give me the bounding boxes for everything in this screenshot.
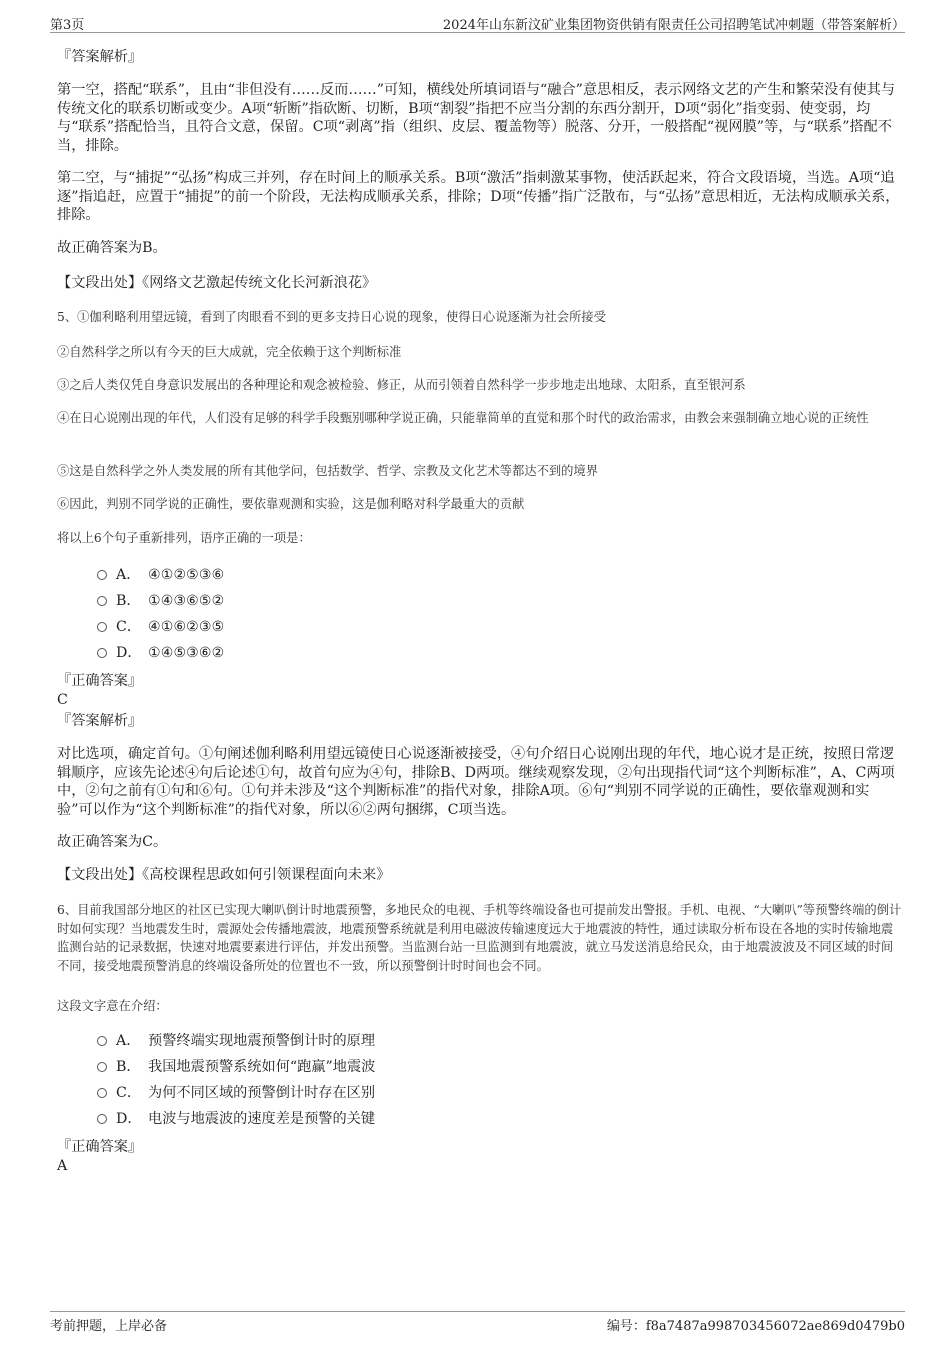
q5-sentence-3: ③之后人类仅凭自身意识发展出的各种理论和观念被检验、修正，从而引领着自然科学一步步地走出地球、太阳系，直至银河系 [57,378,746,392]
document-title: 2024年山东新汶矿业集团物资供销有限责任公司招聘笔试冲刺题（带答案解析） [442,18,905,33]
radio-icon[interactable] [97,1114,107,1124]
q5-source: 【文段出处】《高校课程思政如何引领课程面向未来》 [57,867,391,883]
q5-answer-label: 『正确答案』 [57,673,143,689]
q5-sentence-2: ②自然科学之所以有今天的巨大成就，完全依赖于这个判断标准 [57,345,402,359]
radio-icon[interactable] [97,570,107,580]
q5-option-a[interactable]: A． ④①②⑤③⑥ [97,566,224,584]
q4-analysis-para1: 第一空，搭配“联系”，且由“非但没有……反而……”可知，横线处所填词语与“融合”意思相反，表示网络文艺的产生和繁荣没有使其与传统文化的联系切断或变少。A项“斩断”指砍断、切断，B项“割裂”指把不应当分割的东西分割开，D项“弱化”指变弱、使变弱，均与“联系”搭配恰当，且符合文意，保留。C项“剥离”指（组织、皮层、覆盖物等）脱落、分开，一般搭配“视网膜”等，与“联系”搭配不当，排除。 [57,82,896,154]
footer-slogan: 考前押题，上岸必备 [50,1319,168,1334]
q5-sentence-1: 5、①伽利略利用望远镜，看到了肉眼看不到的更多支持日心说的现象，使得日心说逐渐为社会所接受 [57,310,606,324]
q5-option-b[interactable]: B． ①④③⑥⑤② [97,592,224,610]
q5-sentence-6: ⑥因此，判别不同学说的正确性，要依靠观测和实验，这是伽利略对科学最重大的贡献 [57,497,525,511]
radio-icon[interactable] [97,1088,107,1098]
q6-option-a[interactable]: A． 预警终端实现地震预警倒计时的原理 [97,1032,375,1050]
q6-option-c[interactable]: C． 为何不同区域的预警倒计时存在区别 [97,1084,375,1102]
q4-conclusion: 故正确答案为B。 [57,240,167,256]
radio-icon[interactable] [97,1062,107,1072]
page-header [50,12,905,33]
radio-icon[interactable] [97,648,107,658]
q6-answer: A [57,1158,68,1174]
q5-sentence-5: ⑤这是自然科学之外人类发展的所有其他学问，包括数学、哲学、宗教及文化艺术等都达不到的境界 [57,464,599,478]
q5-option-d[interactable]: D． ①④⑤③⑥② [97,644,224,662]
radio-icon[interactable] [97,622,107,632]
q5-prompt: 将以上6个句子重新排列，语序正确的一项是： [57,531,311,545]
radio-icon[interactable] [97,596,107,606]
page-number: 第3页 [50,18,85,33]
q5-answer: C [57,692,68,708]
q5-analysis: 对比选项，确定首句。①句阐述伽利略利用望远镜使日心说逐渐被接受，④句介绍日心说刚出现的年代，地心说才是正统，按照日常逻辑顺序，应该先论述④句后论述①句，故首句应为④句，排除B、D两项。继续观察发现，②句出现指代词“这个判断标准”，A、C两项中，②句之前有①句和⑥句。①句并未涉及“这个判断标准”的指代对象，排除A项。⑥句“判别不同学说的正确性，要依靠观测和实验”可以作为“这个判断标准”的指代对象，所以⑥②两句捆绑，C项当选。 [57,746,895,818]
q6-answer-label: 『正确答案』 [57,1139,143,1155]
footer-serial: 编号：f8a7487a998703456072ae869d0479b0 [606,1319,905,1334]
q6-option-b[interactable]: B． 我国地震预警系统如何“跑赢”地震波 [97,1058,375,1076]
q5-option-c[interactable]: C． ④①⑥②③⑤ [97,618,224,636]
q5-sentence-4: ④在日心说刚出现的年代，人们没有足够的科学手段甄别哪种学说正确，只能靠简单的直觉和那个时代的政治需求，由教会来强制确立地心说的正统性 [57,411,869,425]
q4-analysis-para2: 第二空，与“捕捉”“弘扬”构成三并列，存在时间上的顺承关系。B项“激活”指刺激某事物，使活跃起来，符合文段语境，当选。A项“追逐”指追赶，应置于“捕捉”的前一个阶段，无法构成顺承关系，排除；D项“传播”指广泛散布，与“弘扬”意思相近，无法构成顺承关系，排除。 [57,170,900,223]
radio-icon[interactable] [97,1036,107,1046]
q5-analysis-label: 『答案解析』 [57,713,143,729]
q6-option-d[interactable]: D． 电波与地震波的速度差是预警的关键 [97,1110,375,1128]
q6-prompt: 这段文字意在介绍： [57,999,168,1013]
q4-analysis-label: 『答案解析』 [57,49,143,65]
q4-source: 【文段出处】《网络文艺激起传统文化长河新浪花》 [57,275,377,291]
q6-stem: 6、目前我国部分地区的社区已实现大喇叭倒计时地震预警，多地民众的电视、手机等终端设备也可提前发出警报。手机、电视、“大喇叭”等预警终端的倒计时如何实现？当地震发生时，震源处会传播地震波，地震预警系统就是利用电磁波传输速度远大于地震波的特性，通过读取分析布设在各地的实时传输地震监测台站的记录数据，快速对地震要素进行评估，并发出预警。当监测台站一旦监测到有地震波，就立马发送消息给民众，由于地震波波及不同区域的时间不同，接受地震预警消息的终端设备所处的位置也不一致，所以预警倒计时时间也会不同。 [57,903,902,973]
page-footer [50,1311,905,1332]
q5-conclusion: 故正确答案为C。 [57,834,168,850]
